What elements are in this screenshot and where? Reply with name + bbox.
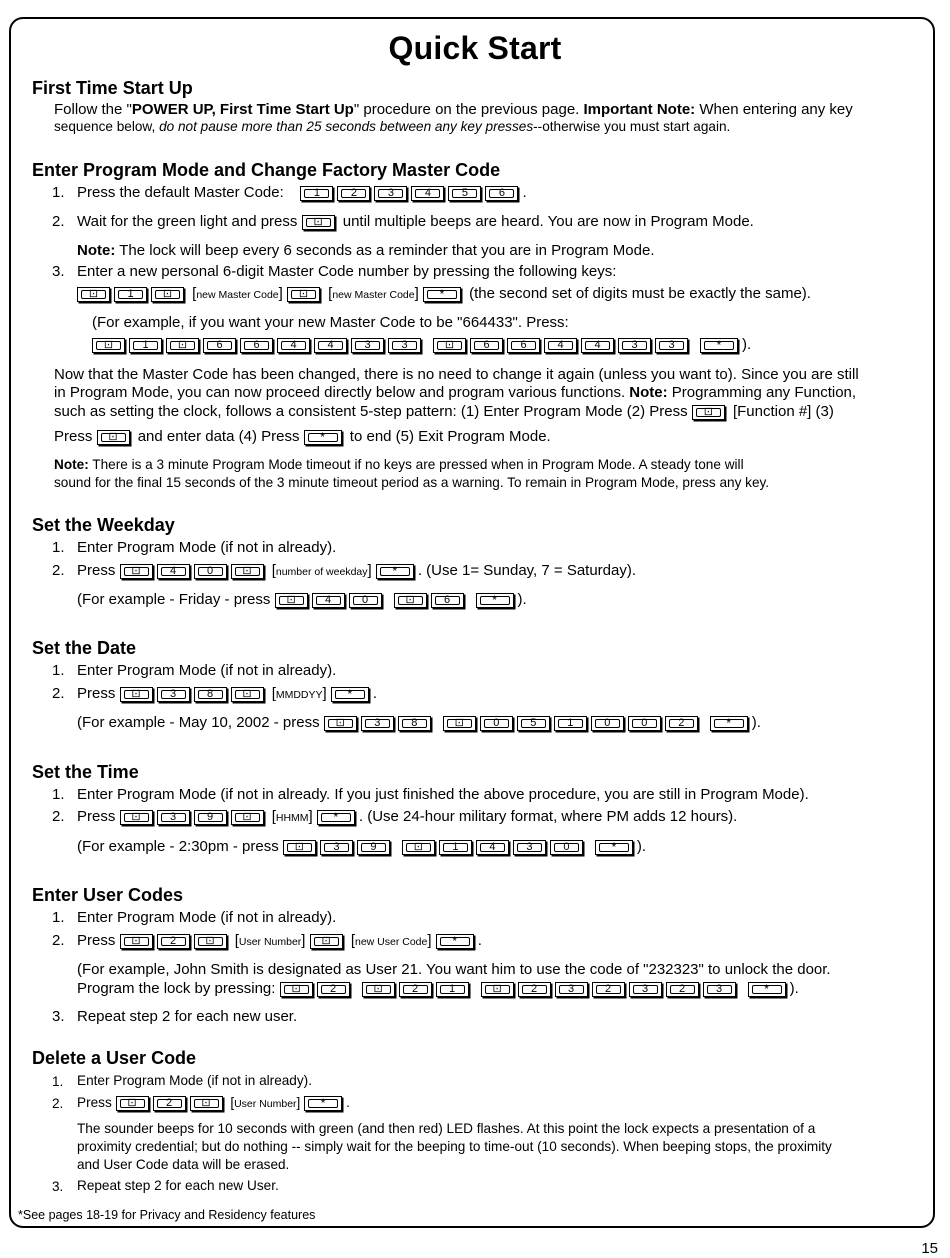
program-para-4	[54, 428, 551, 446]
text: new User Code	[354, 936, 428, 948]
text-bold: Note:	[54, 457, 89, 472]
text: ]	[308, 808, 313, 825]
text: and enter data (4) Press	[137, 428, 300, 445]
step-number: 2.	[52, 685, 65, 702]
text: Press	[77, 562, 116, 579]
key-program: ⊡	[92, 338, 125, 353]
user-step-1: Enter Program Mode (if not in already).	[77, 909, 337, 926]
key-6: 6	[507, 338, 540, 353]
key-4: 4	[544, 338, 577, 353]
key-program: ⊡	[97, 430, 130, 445]
text: ]	[301, 932, 306, 949]
text: new Master Code	[332, 289, 415, 301]
key-2: 2	[592, 982, 625, 997]
text: (For example - 2:30pm - press	[77, 838, 279, 855]
key-9: 9	[194, 810, 227, 825]
key-2: 2	[157, 934, 190, 949]
text: ]	[322, 685, 327, 702]
text: ]	[427, 932, 432, 949]
key-program: ⊡	[481, 982, 514, 997]
key-program: ⊡	[362, 982, 395, 997]
text: [Function #] (3)	[732, 403, 834, 420]
text: [	[350, 932, 355, 949]
user-step-3: Repeat step 2 for each new user.	[77, 1008, 298, 1025]
step-number: 3.	[52, 263, 65, 280]
text: ).	[742, 336, 752, 353]
text: sequence below,	[54, 119, 160, 134]
key-1: 1	[114, 287, 147, 302]
text: ]	[296, 1095, 301, 1110]
text: ).	[789, 980, 799, 997]
first-line-2	[54, 119, 730, 135]
key-0: 0	[591, 716, 624, 731]
text: There is a 3 minute Program Mode timeout if no keys are pressed when in Program Mode. A steady tone will	[88, 457, 744, 472]
program-step-3-keys	[77, 285, 811, 304]
text: Program the lock by pressing:	[77, 980, 276, 997]
footnote: *See pages 18-19 for Privacy and Residency features	[18, 1208, 316, 1222]
delete-desc-3: and User Code data will be erased.	[77, 1157, 290, 1172]
delete-step-2	[77, 1095, 350, 1112]
text: MMDDYY	[275, 689, 323, 701]
page-title: Quick Start	[388, 30, 562, 66]
text: . (Use 1= Sunday, 7 = Saturday).	[417, 562, 637, 579]
key-6: 6	[203, 338, 236, 353]
text: (For example - May 10, 2002 - press	[77, 714, 320, 731]
key-4: 4	[312, 593, 345, 608]
section-heading-weekday: Set the Weekday	[32, 515, 175, 535]
text: [	[271, 562, 276, 579]
key-program: ⊡	[302, 215, 335, 230]
text-bold: Note:	[629, 384, 668, 401]
key-0: 0	[480, 716, 513, 731]
step-number: 1.	[52, 662, 65, 679]
key-program: ⊡	[77, 287, 110, 302]
text: . (Use 24-hour military format, where PM adds 12 hours).	[358, 808, 738, 825]
step-number: 1.	[52, 786, 65, 803]
key-program: ⊡	[166, 338, 199, 353]
text: .	[372, 685, 378, 702]
key-0: 0	[349, 593, 382, 608]
text: until multiple beeps are heard. You are now in Program Mode.	[342, 213, 754, 230]
step-number: 3.	[52, 1008, 65, 1025]
key-program: ⊡	[120, 687, 153, 702]
step-number: 1.	[52, 539, 65, 556]
key-6: 6	[485, 186, 518, 201]
key-3: 3	[655, 338, 688, 353]
key-program: ⊡	[120, 810, 153, 825]
key-program: ⊡	[231, 687, 264, 702]
key-4: 4	[277, 338, 310, 353]
text: (the second set of digits must be exactly the same).	[469, 285, 811, 302]
key-star: *	[304, 1096, 342, 1111]
key-program: ⊡	[402, 840, 435, 855]
text: The lock will beep every 6 seconds as a reminder that you are in Program Mode.	[115, 242, 655, 259]
step-number: 2.	[52, 808, 65, 825]
key-3: 3	[157, 810, 190, 825]
text: Press	[77, 685, 116, 702]
text-bold: Note:	[77, 242, 116, 259]
text: ).	[636, 838, 647, 855]
delete-desc-1: The sounder beeps for 10 seconds with green (and then red) LED flashes. At this point the lock expects a presentation of a	[77, 1121, 816, 1136]
weekday-step-2	[77, 562, 636, 581]
key-4: 4	[581, 338, 614, 353]
step-number: 1.	[52, 909, 65, 926]
key-1: 1	[439, 840, 472, 855]
time-step-2	[77, 808, 737, 827]
key-program: ⊡	[283, 840, 316, 855]
key-3: 3	[703, 982, 736, 997]
text: Press	[77, 1095, 112, 1110]
key-8: 8	[194, 687, 227, 702]
text: ]	[278, 285, 283, 302]
key-1: 1	[300, 186, 333, 201]
text: new Master Code	[196, 289, 279, 301]
key-star: *	[304, 430, 342, 445]
key-3: 3	[374, 186, 407, 201]
step-number: 1.	[52, 184, 65, 201]
key-3: 3	[618, 338, 651, 353]
key-4: 4	[476, 840, 509, 855]
key-star: *	[331, 687, 369, 702]
program-note	[77, 242, 655, 260]
key-3: 3	[513, 840, 546, 855]
key-program: ⊡	[190, 1096, 223, 1111]
key-program: ⊡	[443, 716, 476, 731]
key-0: 0	[550, 840, 583, 855]
key-star: *	[476, 593, 514, 608]
key-3: 3	[555, 982, 588, 997]
program-timeout-note-2: sound for the final 15 seconds of the 3 minute timeout period as a warning. To remain in Program Mode, press any key.	[54, 475, 770, 490]
key-program: ⊡	[280, 982, 313, 997]
key-1: 1	[554, 716, 587, 731]
user-step-2	[77, 932, 482, 951]
text: [	[234, 932, 239, 949]
program-step-2	[77, 213, 754, 231]
key-2: 2	[399, 982, 432, 997]
key-4: 4	[314, 338, 347, 353]
key-4: 4	[411, 186, 444, 201]
text-bold: POWER UP, First Time Start Up	[131, 101, 354, 118]
text: --otherwise you must start again.	[533, 119, 731, 134]
text: " procedure on the previous page.	[353, 101, 584, 118]
step-number: 2.	[52, 932, 65, 949]
text-bold: Important Note:	[583, 101, 696, 118]
text: ).	[517, 591, 527, 608]
section-heading-program-mode: Enter Program Mode and Change Factory Master Code	[32, 160, 501, 180]
text: User Number	[238, 936, 302, 948]
text: ]	[367, 562, 372, 579]
step-number: 3.	[52, 1179, 64, 1194]
text: ).	[751, 714, 761, 731]
text: in Program Mode, you can now proceed directly below and program various functions.	[54, 384, 630, 401]
program-example-keys	[92, 336, 751, 354]
user-example-2	[77, 980, 799, 998]
key-program: ⊡	[692, 405, 725, 420]
key-star: *	[317, 810, 355, 825]
key-2: 2	[665, 716, 698, 731]
step-number: 1.	[52, 1074, 64, 1089]
key-star: *	[710, 716, 748, 731]
key-1: 1	[129, 338, 162, 353]
date-example	[77, 714, 761, 732]
time-example	[77, 838, 646, 856]
text: Wait for the green light and press	[77, 213, 298, 230]
program-para-2	[54, 384, 856, 402]
text-italic: do not pause more than 25 seconds between any key presses	[159, 119, 534, 134]
first-line-1	[54, 101, 853, 119]
section-heading-first-time: First Time Start Up	[32, 78, 193, 98]
text: Press the default Master Code:	[77, 184, 284, 201]
key-8: 8	[398, 716, 431, 731]
page-number: 15	[921, 1240, 938, 1257]
text: Follow the "	[54, 101, 132, 118]
key-program: ⊡	[151, 287, 184, 302]
text: (For example - Friday - press	[77, 591, 271, 608]
program-timeout-note	[54, 457, 744, 473]
key-3: 3	[320, 840, 353, 855]
key-program: ⊡	[394, 593, 427, 608]
program-para-3	[54, 403, 834, 421]
text: Press	[77, 932, 116, 949]
delete-step-3: Repeat step 2 for each new User.	[77, 1178, 279, 1193]
key-2: 2	[518, 982, 551, 997]
text: number of weekday	[275, 566, 368, 578]
key-program: ⊡	[275, 593, 308, 608]
section-heading-delete-user: Delete a User Code	[32, 1048, 197, 1068]
key-star: *	[436, 934, 474, 949]
program-step-3: Enter a new personal 6-digit Master Code number by pressing the following keys:	[77, 263, 617, 280]
text: User Number	[234, 1098, 297, 1110]
weekday-example	[77, 591, 527, 609]
text: .	[477, 932, 482, 949]
delete-desc-2: proximity credential; but do nothing -- simply wait for the beeping to time-out (10 seconds). When beeping stops, the proximity	[77, 1139, 832, 1154]
section-heading-date: Set the Date	[32, 638, 137, 658]
text: .	[346, 1095, 350, 1110]
key-program: ⊡	[324, 716, 357, 731]
date-step-2	[77, 685, 377, 704]
key-star: *	[423, 287, 461, 302]
key-star: *	[595, 840, 633, 855]
text: [	[328, 285, 333, 302]
key-5: 5	[448, 186, 481, 201]
text: When entering any key	[695, 101, 853, 118]
key-program: ⊡	[120, 934, 153, 949]
text: .	[522, 184, 527, 201]
text: ]	[414, 285, 419, 302]
delete-step-1: Enter Program Mode (if not in already).	[77, 1073, 312, 1088]
program-step-1	[77, 184, 527, 202]
text: such as setting the clock, follows a consistent 5-step pattern: (1) Enter Program Mode (2) Press	[54, 403, 688, 420]
text: [	[192, 285, 197, 302]
key-4: 4	[157, 564, 190, 579]
section-heading-time: Set the Time	[32, 762, 139, 782]
key-star: *	[376, 564, 414, 579]
key-3: 3	[351, 338, 384, 353]
key-program: ⊡	[194, 934, 227, 949]
key-program: ⊡	[310, 934, 343, 949]
program-example: (For example, if you want your new Master Code to be "664433". Press:	[92, 314, 569, 331]
key-3: 3	[388, 338, 421, 353]
key-2: 2	[337, 186, 370, 201]
key-3: 3	[157, 687, 190, 702]
key-program: ⊡	[231, 810, 264, 825]
key-2: 2	[666, 982, 699, 997]
key-program: ⊡	[116, 1096, 149, 1111]
key-0: 0	[194, 564, 227, 579]
time-step-1: Enter Program Mode (if not in already. If you just finished the above procedure, you are still in Program Mode).	[77, 786, 809, 803]
key-3: 3	[629, 982, 662, 997]
key-program: ⊡	[120, 564, 153, 579]
key-program: ⊡	[433, 338, 466, 353]
step-number: 2.	[52, 213, 65, 230]
section-heading-user-codes: Enter User Codes	[32, 885, 184, 905]
program-para-1: Now that the Master Code has been changed, there is no need to change it again (unless you want to). Since you are still	[54, 366, 859, 383]
text: Press	[77, 808, 116, 825]
key-0: 0	[628, 716, 661, 731]
key-3: 3	[361, 716, 394, 731]
text: [	[271, 808, 276, 825]
key-9: 9	[357, 840, 390, 855]
key-program: ⊡	[287, 287, 320, 302]
key-6: 6	[240, 338, 273, 353]
key-star: *	[748, 982, 786, 997]
key-1: 1	[436, 982, 469, 997]
step-number: 2.	[52, 1096, 64, 1111]
text: HHMM	[275, 812, 309, 824]
text: to end (5) Exit Program Mode.	[349, 428, 551, 445]
key-6: 6	[470, 338, 503, 353]
key-program: ⊡	[231, 564, 264, 579]
text: Programming any Function,	[667, 384, 857, 401]
key-2: 2	[153, 1096, 186, 1111]
text: [	[230, 1095, 235, 1110]
key-star: *	[700, 338, 738, 353]
step-number: 2.	[52, 562, 65, 579]
date-step-1: Enter Program Mode (if not in already).	[77, 662, 337, 679]
weekday-step-1: Enter Program Mode (if not in already).	[77, 539, 337, 556]
key-2: 2	[317, 982, 350, 997]
text: [	[271, 685, 276, 702]
key-6: 6	[431, 593, 464, 608]
text: Press	[54, 428, 93, 445]
key-5: 5	[517, 716, 550, 731]
user-example-1: (For example, John Smith is designated as User 21. You want him to use the code of "232323" to unlock the door.	[77, 961, 831, 978]
